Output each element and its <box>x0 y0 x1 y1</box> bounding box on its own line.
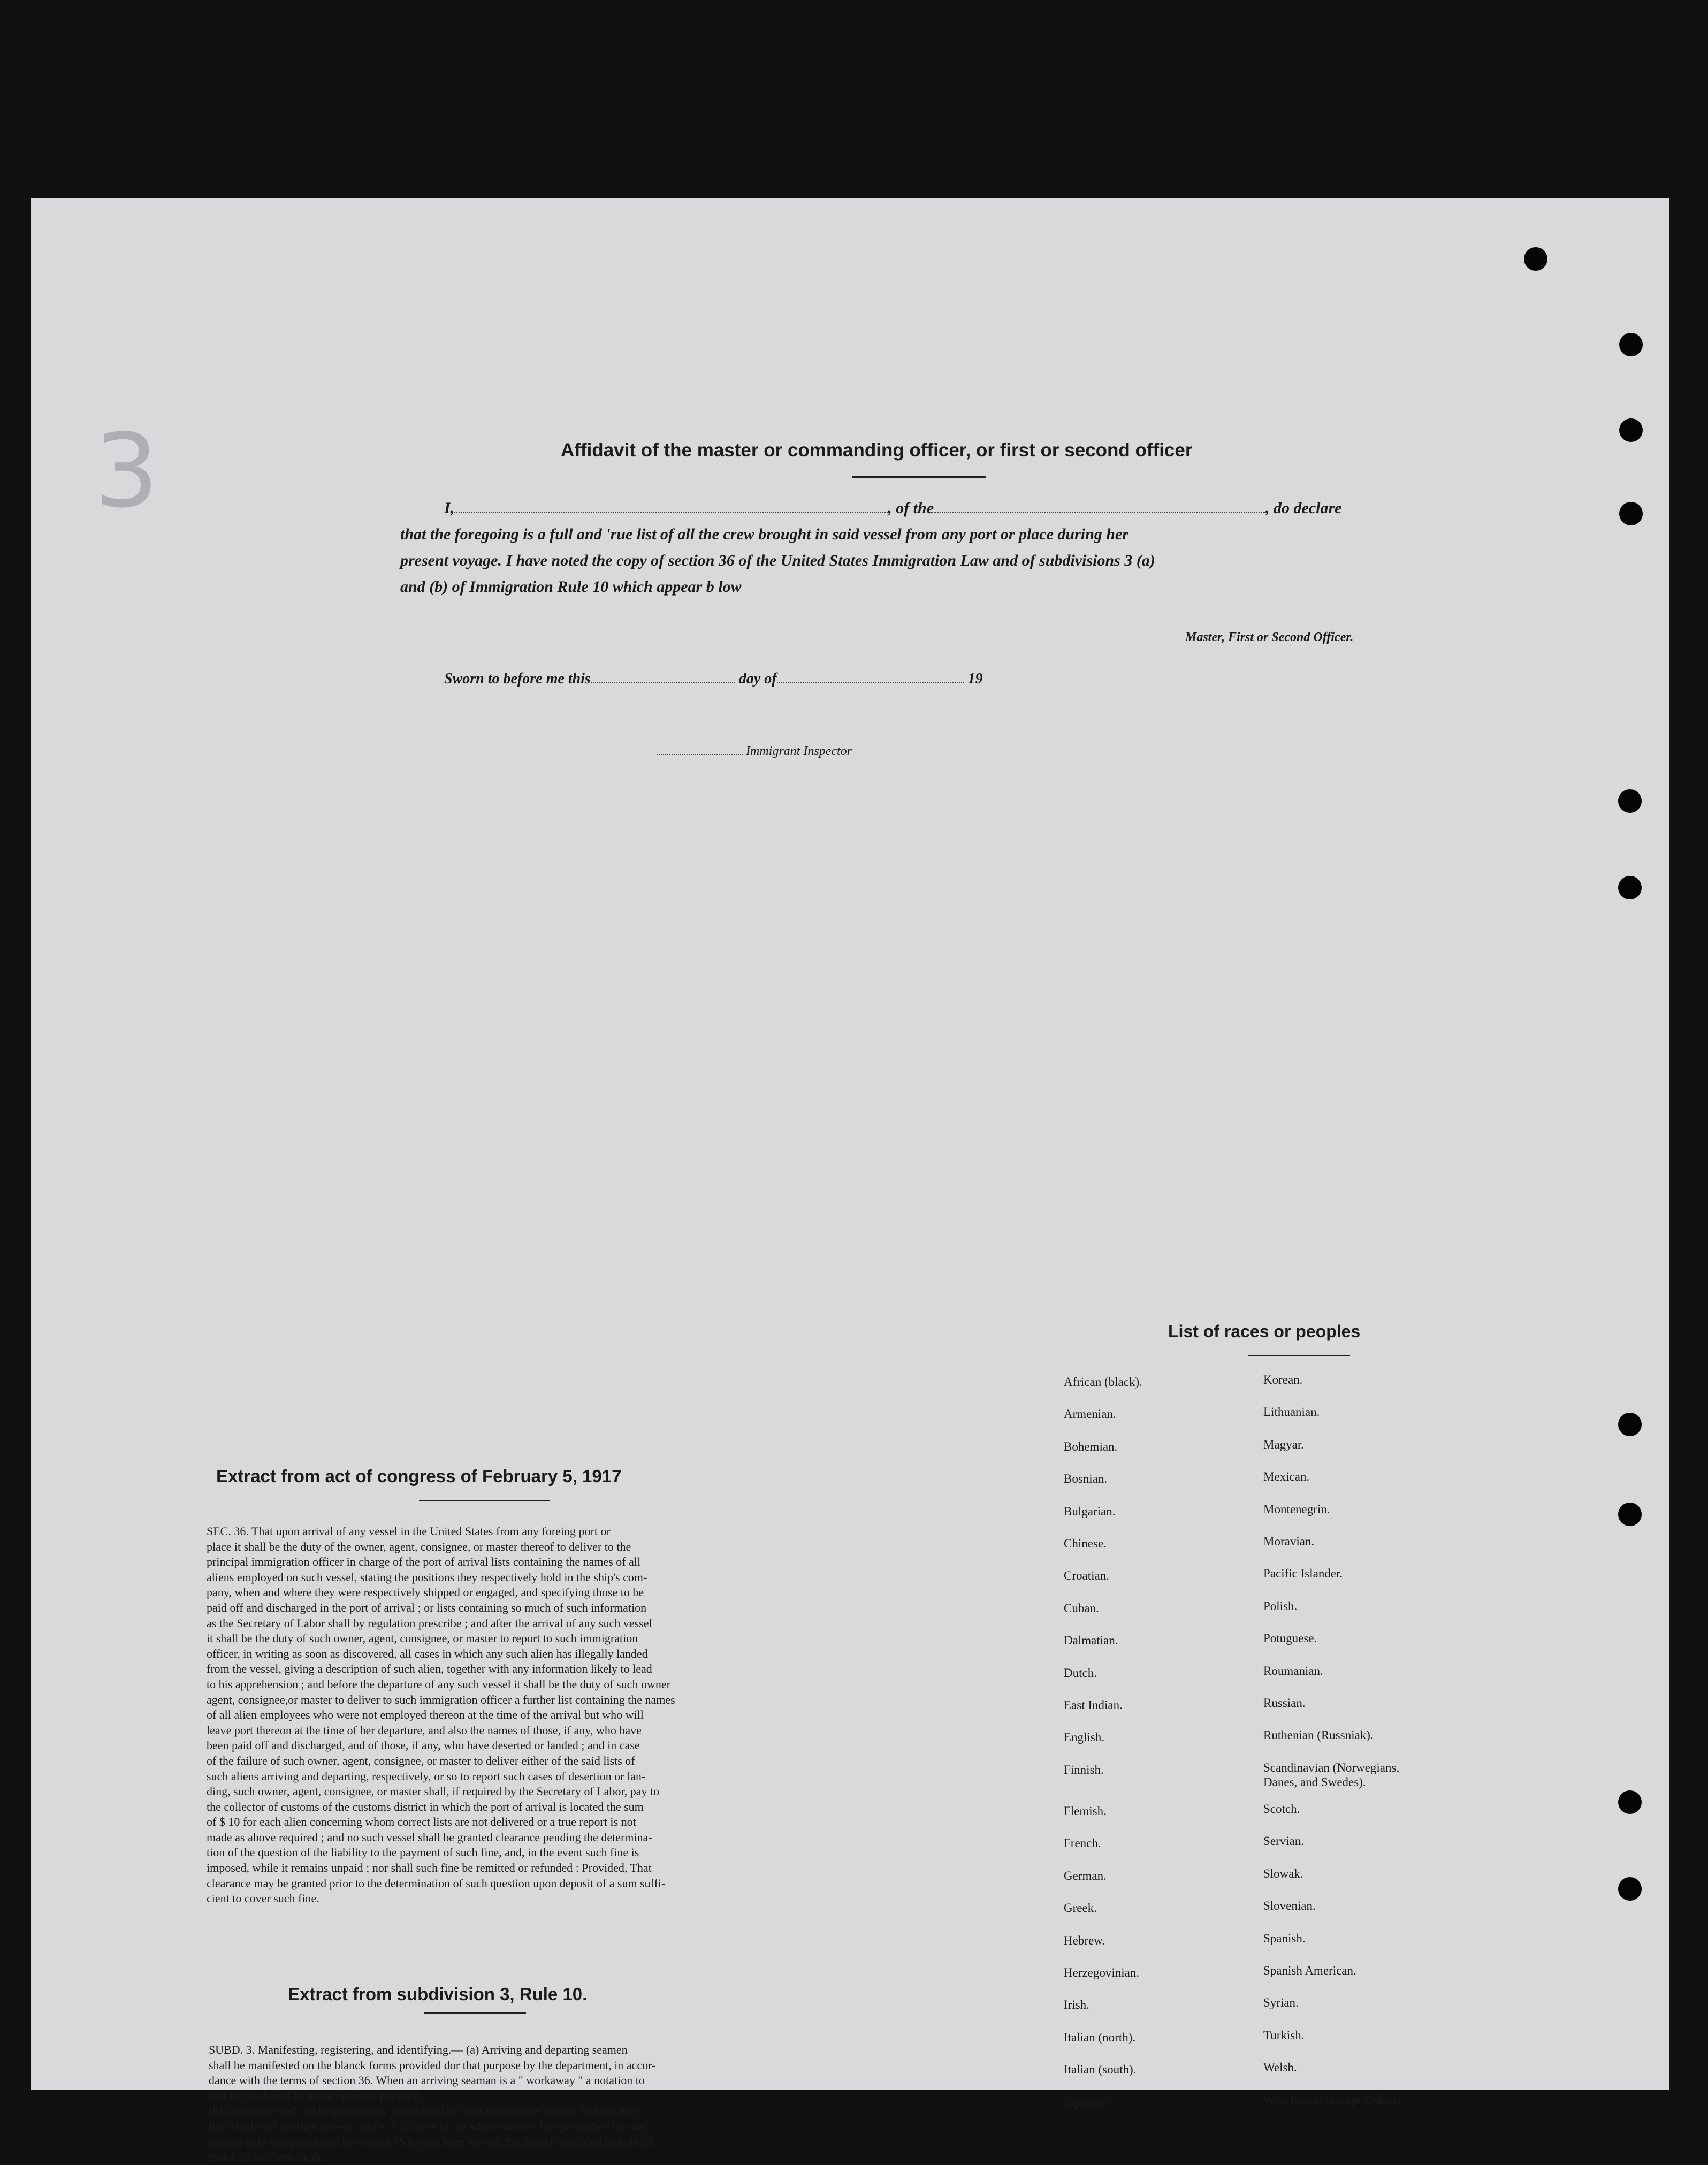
race-entry: Scandinavian (Norwegians, <box>1263 1760 1400 1774</box>
paragraph-line: tion of the question of the liability to the payment of such fine, and, in the event such fine is <box>207 1846 639 1859</box>
paragraph-line: of all alien employees who were not employed thereon at the time of the arrival but who will <box>207 1708 644 1722</box>
binder-hole <box>1618 1790 1642 1814</box>
race-entry: Lithuanian. <box>1263 1405 1320 1419</box>
paragraph-line: made as above required ; and no such vessel shall be granted clearance pending the determina- <box>207 1830 652 1844</box>
paragraph-line: (b) Clearance shall not be granted any vessel until the lists required by section 36 have been <box>209 2104 642 2118</box>
binder-hole <box>1618 1413 1642 1436</box>
race-entry: Montenegrin. <box>1263 1502 1330 1516</box>
binder-hole <box>1524 247 1547 271</box>
paragraph-line: pany, when and where they were respectively shipped or engaged, and specifying those to be <box>207 1585 644 1599</box>
race-entry: Korean. <box>1263 1373 1303 1386</box>
race-entry: Cuban. <box>1064 1601 1099 1615</box>
paragraph-line: that effect should be made upon the manifest. <box>209 2088 423 2102</box>
binder-hole <box>1618 789 1642 813</box>
inspector-line <box>657 742 852 759</box>
affidavit-line-3: present voyage. I have noted the copy of section 36 of the United States Immigration Law and of subdivisions 3 (a) <box>400 552 1155 569</box>
paragraph-line: furnished, and not then unless, notice of liability to the administrative fine prescribed by said <box>209 2119 646 2133</box>
signature-caption: Master, First or Second Officer. <box>1185 630 1354 644</box>
race-entry: Finnish. <box>1064 1763 1104 1777</box>
race-entry: Slovenian. <box>1263 1899 1316 1913</box>
race-entry: Japanese. <box>1064 2095 1111 2109</box>
race-entry: Potuguese. <box>1263 1632 1317 1645</box>
race-entry: Italian (north). <box>1064 2030 1136 2044</box>
binder-hole <box>1619 418 1643 442</box>
race-entry: Herzegovinian. <box>1064 1966 1140 1979</box>
race-entry: Roumanian. <box>1263 1664 1323 1678</box>
race-entry: Bosnian. <box>1064 1472 1108 1486</box>
name-blank[interactable] <box>454 500 888 513</box>
race-entry: Servian. <box>1263 1834 1305 1848</box>
paragraph-line: dance with the terms of section 36. When an arriving seaman is a " workaway " a notation to <box>209 2073 645 2087</box>
race-entry: Danes, and Swedes). <box>1263 1775 1366 1789</box>
affidavit-line-4: and (b) of Immigration Rule 10 which appear b low <box>400 578 742 596</box>
paragraph-line: leave port thereon at the time of her departure, and also the names of those, if any, who have <box>207 1723 642 1737</box>
race-entry: Croatian. <box>1064 1569 1109 1583</box>
stamped-number-mark: 3 <box>94 412 159 530</box>
race-entry: Welsh. <box>1263 2061 1297 2075</box>
extract-act-title: Extract from act of congress of February 5, 1917 <box>216 1466 622 1486</box>
paragraph-line: the collector of customs of the customs district in which the port of arrival is located the sum <box>207 1800 644 1813</box>
paragraph-line: officer, in writing as soon as discovered, all cases in which any such alien has illegally landed <box>207 1646 648 1660</box>
sworn-day-of: day of <box>738 670 777 687</box>
race-entry: Pacific Islander. <box>1263 1567 1343 1581</box>
race-entry: Spanish American. <box>1263 1964 1356 1977</box>
race-entry: Magyar. <box>1263 1437 1305 1451</box>
extract-rule-underline <box>424 2012 526 2014</box>
paragraph-line: cient to cover such fine. <box>207 1892 319 1905</box>
paragraph-line: shall be manifested on the blanck forms provided dor that purpose by the department, in accor- <box>209 2058 656 2072</box>
affidavit-title: Affidavit of the master or commanding officer, or first or second officer <box>561 440 1193 461</box>
race-entry: Scotch. <box>1263 1802 1300 1816</box>
race-entry: Moravian. <box>1263 1535 1315 1548</box>
paragraph-line: agent, consignee,or master to deliver to such immigration officer a further list containing the names <box>207 1693 675 1706</box>
sworn-month-blank[interactable] <box>777 670 964 683</box>
sworn-prefix: Sworn to before me this <box>444 670 591 687</box>
affidavit-line-2: that the foregoing is a full and 'rue list of all the crew brought in said vessel from any port or place during her <box>400 525 1128 543</box>
race-entry: German. <box>1064 1869 1107 1882</box>
paragraph-line: aliens employed on such vessel, stating the positions they respectively hold in the ship's com- <box>207 1570 647 1584</box>
paragraph-line: as the Secretary of Labor shall by regulation prescribe ; and after the arrival of any such vessel <box>207 1616 652 1630</box>
paragraph-line: place it shall be the duty of the owner, agent, consignee, or master thereof to deliver to the <box>207 1539 631 1553</box>
paragraph-line: principal immigration officer in charge of the port of arrival lists containing the names of all <box>207 1555 641 1569</box>
race-entry: Spanish. <box>1263 1931 1306 1945</box>
extract-act-underline <box>419 1500 550 1501</box>
race-entry: East Indian. <box>1064 1698 1123 1712</box>
race-entry: Flemish. <box>1064 1804 1107 1818</box>
race-entry: Mexican. <box>1263 1470 1310 1484</box>
inspector-caption: Immigrant Inspector <box>746 744 852 758</box>
race-entry: Italian (south). <box>1064 2063 1137 2077</box>
race-entry: Irish. <box>1064 1998 1089 2012</box>
races-title: List of races or peoples <box>1168 1322 1361 1341</box>
vessel-blank[interactable] <box>934 500 1265 513</box>
race-entry: Dalmatian. <box>1064 1634 1118 1648</box>
title-underline <box>852 476 986 478</box>
affidavit-i: I, <box>444 499 455 517</box>
race-entry: Dutch. <box>1064 1666 1097 1680</box>
race-entry: Syrian. <box>1263 1996 1299 2010</box>
paragraph-line: ding, such owner, agent, consignee, or master shall, if required by the Secretary of Labor, pay to <box>207 1785 660 1798</box>
inspector-blank[interactable] <box>657 742 743 755</box>
race-entry: Armenian. <box>1064 1407 1116 1421</box>
sworn-day-blank[interactable] <box>591 670 735 683</box>
races-underline <box>1248 1355 1350 1356</box>
binder-hole <box>1619 502 1643 525</box>
race-entry: Bulgarian. <box>1064 1504 1116 1518</box>
paragraph-line: section or to that prescribed by section 35 having been served, the deposit specified in Rule 28 <box>209 2134 654 2148</box>
paragraph-line: of $ 10 for each alien concerning whom correct lists are not delivered or a true report is not <box>207 1815 636 1829</box>
race-entry: Russian. <box>1263 1696 1306 1710</box>
race-entry: Polish. <box>1263 1599 1298 1613</box>
paragraph-line: paid off and discharged in the port of arrival ; or lists containing so much of such information <box>207 1600 647 1614</box>
affidavit-declare: , do declare <box>1265 499 1342 517</box>
affidavit-of-the: , of the <box>888 499 934 517</box>
manifest-page <box>31 198 1669 2164</box>
paragraph-line: SEC. 36. That upon arrival of any vessel in the United States from any foreing port or <box>207 1524 611 1538</box>
race-entry: African (black). <box>1064 1375 1142 1389</box>
race-entry: English. <box>1064 1731 1105 1744</box>
race-entry: Chinese. <box>1064 1537 1107 1550</box>
race-entry: French. <box>1064 1836 1101 1850</box>
affidavit-line-1 <box>444 499 1341 517</box>
paragraph-line: clearance may be granted prior to the determination of such question upon deposit of a sum suffi- <box>207 1876 666 1890</box>
race-entry: Greek. <box>1064 1901 1097 1915</box>
binder-hole <box>1618 1877 1642 1901</box>
paragraph-line: (subd. 2) has been made. <box>209 2150 326 2164</box>
binder-hole <box>1618 1503 1642 1526</box>
binder-hole <box>1619 333 1643 356</box>
binder-hole <box>1618 876 1642 899</box>
race-entry: Bohemian. <box>1064 1439 1118 1453</box>
paragraph-line: imposed, while it remains unpaid ; nor shall such fine be remitted or refunded : Provided, That <box>207 1861 652 1875</box>
race-entry: Ruthenian (Russniak). <box>1263 1728 1374 1742</box>
race-entry: Turkish. <box>1263 2028 1305 2042</box>
paragraph-line: to his apprehension ; and before the departure of any such vessel it shall be the duty of such owner <box>207 1677 670 1691</box>
sworn-year: 19 <box>967 670 983 687</box>
paragraph-line: it shall be the duty of such owner, agent, consignee, or master to report to such immigration <box>207 1632 638 1645</box>
paragraph-line: SUBD. 3. Manifesting, registering, and identifying.— (a) Arriving and departing seamen <box>209 2043 628 2056</box>
paragraph-line: of the failure of such owner, agent, consignee, or master to deliver either of the said lists of <box>207 1754 635 1767</box>
extract-act-body <box>207 1524 675 1907</box>
extract-rule-title: Extract from subdivision 3, Rule 10. <box>288 1984 588 2004</box>
race-entry: Slowak. <box>1263 1866 1303 1880</box>
paragraph-line: from the vessel, giving a description of such alien, together with any information likely to lead <box>207 1662 652 1676</box>
paragraph-line: been paid off and discharged, and of those, if any, who have deserted or landed ; and in case <box>207 1739 640 1752</box>
race-entry: Hebrew. <box>1064 1933 1105 1947</box>
extract-rule-body <box>209 2042 655 2165</box>
sworn-line <box>444 670 983 688</box>
paragraph-line: such aliens arriving and departing, respectively, or so to report such cases of desertion or lan- <box>207 1769 646 1783</box>
race-entry: West Indian (except Cuban). <box>1263 2093 1404 2107</box>
